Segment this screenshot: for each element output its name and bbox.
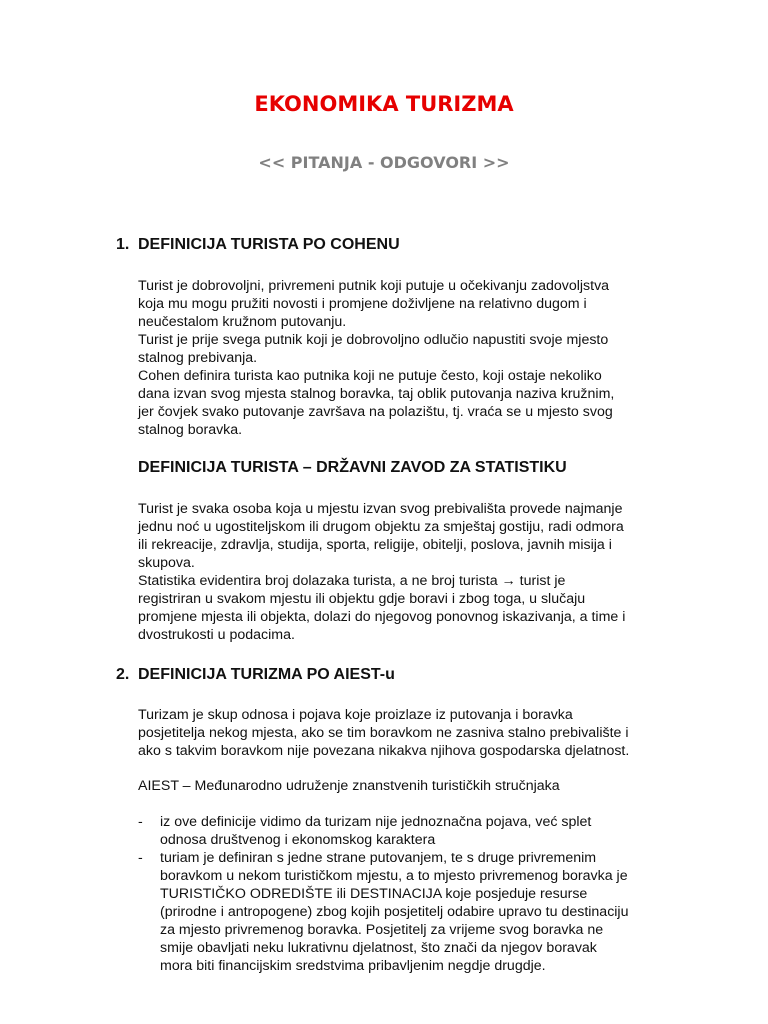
section-1b-paragraph xyxy=(138,500,678,644)
section-1-heading-text: DEFINICIJA TURISTA PO COHENU xyxy=(138,236,400,253)
bullet-line: turiam je definiran s jedne strane putovanjem, te s druge privremenim xyxy=(160,850,597,866)
section-1-number: 1. xyxy=(116,236,130,253)
paragraph-line: skupova. xyxy=(138,555,195,571)
document-subtitle: << PITANJA - ODGOVORI >> xyxy=(258,153,510,172)
paragraph-line: Turist je prije svega putnik koji je dobrovoljno odlučio napustiti svoje mjesto xyxy=(138,332,609,348)
paragraph-line: registriran u svakom mjestu ili objektu gdje boravi i zbog toga, u slučaju xyxy=(138,591,586,607)
section-2-heading-text: DEFINICIJA TURIZMA PO AIEST-u xyxy=(138,666,395,683)
paragraph-line: ili rekreacije, zdravlja, studija, sporta, religije, obitelji, poslova, javnih misija i xyxy=(138,537,612,553)
bullet-line: odnosa društvenog i ekonomskog karaktera xyxy=(160,832,436,848)
bullet-item xyxy=(138,849,678,975)
section-1b-heading: DEFINICIJA TURISTA – DRŽAVNI ZAVOD ZA STATISTIKU xyxy=(138,459,567,476)
paragraph-line: dana izvan svog mjesta stalnog boravka, taj oblik putovanja naziva kružnim, xyxy=(138,386,615,402)
bullet-dash: - xyxy=(138,850,143,866)
paragraph-line: posjetitelja nekog mjesta, ako se tim boravkom ne zasniva stalno prebivalište i xyxy=(138,725,629,741)
bullet-dash: - xyxy=(138,814,143,830)
bullet-item xyxy=(138,813,678,849)
paragraph-line: stalnog boravka. xyxy=(138,422,243,438)
section-2-heading xyxy=(116,666,395,684)
document-title: EKONOMIKA TURIZMA xyxy=(254,92,514,116)
paragraph-line: Turist je dobrovoljni, privremeni putnik koji putuje u očekivanju zadovoljstva xyxy=(138,278,610,294)
section-1-paragraph xyxy=(138,277,678,439)
bullet-line: TURISTIČKO ODREDIŠTE ili DESTINACIJA koje posjeduje resurse xyxy=(160,886,588,902)
section-2-paragraph xyxy=(138,706,678,760)
bullet-line: mora biti financijskim sredstvima pribavljenim negdje drugdje. xyxy=(160,958,546,974)
paragraph-line: promjene mjesta ili objekta, dolazi do njegovog ponovnog iskazivanja, a time i xyxy=(138,609,626,625)
paragraph-line: neučestalom kružnom putovanju. xyxy=(138,314,347,330)
bullet-line: smije obavljati neku lukrativnu djelatnost, što znači da njegov boravak xyxy=(160,940,597,956)
paragraph-line: jednu noć u ugostiteljskom ili drugom objektu za smještaj gostiju, radi odmora xyxy=(138,519,624,535)
bullet-line: boravkom u nekom turističkom mjestu, a to mjesto privremenog boravka je xyxy=(160,868,628,884)
paragraph-line: ako s takvim boravkom nije povezana nikakva njihova gospodarska djelatnost. xyxy=(138,743,630,759)
section-1-heading xyxy=(116,236,400,254)
paragraph-line: koja mu mogu pružiti novosti i promjene doživljene na relativno dugom i xyxy=(138,296,587,312)
note-line: AIEST – Međunarodno udruženje znanstvenih turističkih stručnjaka xyxy=(138,778,560,794)
section-2-note xyxy=(138,777,678,795)
bullet-line: za mjesto privremenog boravka. Posjetitelj za vrijeme svog boravka ne xyxy=(160,922,604,938)
paragraph-line: Turizam je skup odnosa i pojava koje proizlaze iz putovanja i boravka xyxy=(138,707,573,723)
paragraph-line: dvostrukosti u podacima. xyxy=(138,627,295,643)
paragraph-line: Turist je svaka osoba koja u mjestu izvan svog prebivališta provede najmanje xyxy=(138,501,623,517)
paragraph-line: jer čovjek svako putovanje završava na polazištu, tj. vraća se u mjesto svog xyxy=(138,404,613,420)
paragraph-line: Statistika evidentira broj dolazaka turista, a ne broj turista → turist je xyxy=(138,573,566,589)
bullet-line: iz ove definicije vidimo da turizam nije jednoznačna pojava, već splet xyxy=(160,814,592,830)
paragraph-line: stalnog prebivanja. xyxy=(138,350,258,366)
bullet-line: (prirodne i antropogene) zbog kojih posjetitelj odabire upravo tu destinaciju xyxy=(160,904,629,920)
paragraph-line: Cohen definira turista kao putnika koji ne putuje često, koji ostaje nekoliko xyxy=(138,368,602,384)
section-2-number: 2. xyxy=(116,666,130,683)
